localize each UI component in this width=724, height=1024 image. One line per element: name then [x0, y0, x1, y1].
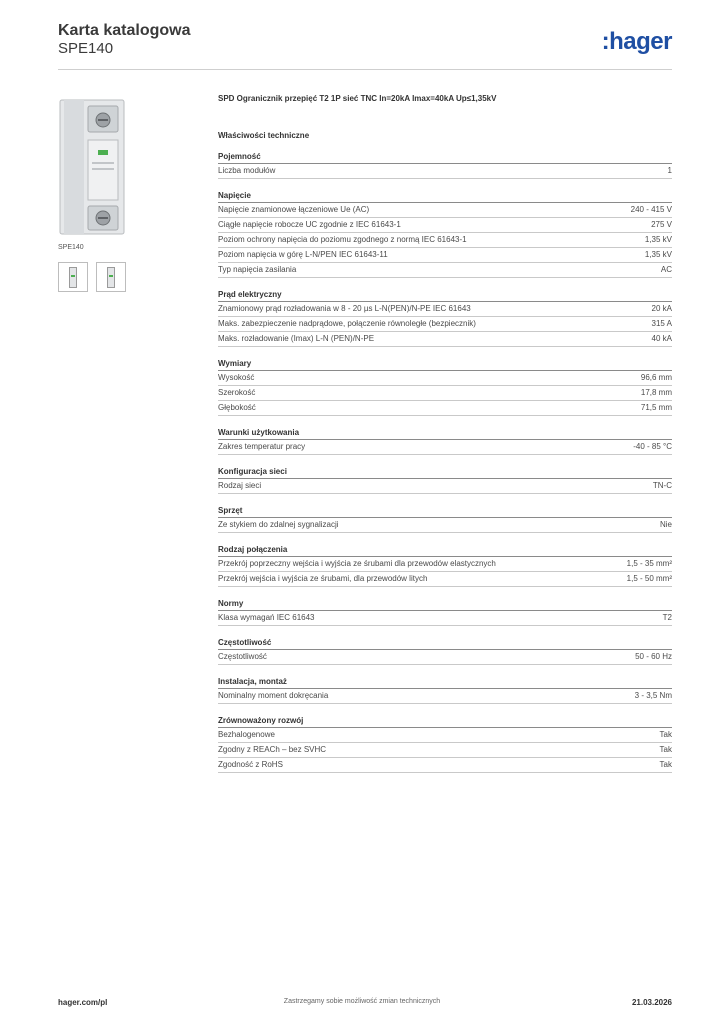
spec-group — [218, 598, 672, 626]
spec-value: AC — [660, 265, 672, 274]
spec-label: Zgodność z RoHS — [218, 760, 283, 769]
spec-row — [218, 611, 672, 626]
group-title: Prąd elektryczny — [218, 289, 672, 302]
group-title: Warunki użytkowania — [218, 427, 672, 440]
spec-label: Wysokość — [218, 373, 255, 382]
spec-group — [218, 676, 672, 704]
spec-label: Rodzaj sieci — [218, 481, 262, 490]
group-title: Napięcie — [218, 190, 672, 203]
spec-row — [218, 728, 672, 743]
spec-value: Tak — [659, 730, 672, 739]
spec-row — [218, 557, 672, 572]
spec-row — [218, 479, 672, 494]
spec-label: Ze stykiem do zdalnej sygnalizacji — [218, 520, 339, 529]
group-title: Zrównoważony rozwój — [218, 715, 672, 728]
spec-row — [218, 518, 672, 533]
spec-label: Bezhalogenowe — [218, 730, 275, 739]
group-title: Instalacja, montaż — [218, 676, 672, 689]
spec-value: 1,35 kV — [644, 250, 672, 259]
spec-value: 1 — [667, 166, 672, 175]
spec-label: Głębokość — [218, 403, 256, 412]
spec-value: 1,5 - 35 mm² — [626, 559, 672, 568]
spec-label: Nominalny moment dokręcania — [218, 691, 329, 700]
spec-row — [218, 164, 672, 179]
hager-logo: :hager — [601, 28, 672, 55]
spec-row — [218, 263, 672, 278]
spec-row — [218, 650, 672, 665]
spec-row — [218, 743, 672, 758]
spec-value: 50 - 60 Hz — [635, 652, 672, 661]
product-description: SPD Ogranicznik przepięć T2 1P sieć TNC In=20kA Imax=40kA Up≤1,35kV — [218, 94, 497, 103]
spec-group — [218, 637, 672, 665]
spec-label: Szerokość — [218, 388, 256, 397]
spec-group — [218, 427, 672, 455]
spec-row — [218, 317, 672, 332]
device-icon — [69, 267, 77, 288]
spec-value: -40 - 85 °C — [633, 442, 672, 451]
spec-label: Zgodny z REACh – bez SVHC — [218, 745, 327, 754]
spec-label: Poziom napięcia w górę L-N/PEN IEC 61643-11 — [218, 250, 388, 259]
product-image — [58, 96, 126, 238]
group-title: Normy — [218, 598, 672, 611]
spec-label: Przekrój poprzeczny wejścia i wyjścia ze śrubami dla przewodów elastycznych — [218, 559, 496, 568]
spec-value: 40 kA — [651, 334, 672, 343]
spec-value: 315 A — [651, 319, 672, 328]
spec-value: 275 V — [651, 220, 672, 229]
spec-label: Klasa wymagań IEC 61643 — [218, 613, 315, 622]
section-heading: Właściwości techniczne — [218, 131, 310, 140]
footer-website[interactable]: hager.com/pl — [58, 998, 108, 1007]
spec-label: Przekrój wejścia i wyjścia ze śrubami, dla przewodów litych — [218, 574, 428, 583]
spec-label: Napięcie znamionowe łączeniowe Ue (AC) — [218, 205, 370, 214]
spec-label: Typ napięcia zasilania — [218, 265, 297, 274]
spec-label: Znamionowy prąd rozładowania w 8 - 20 µs L-N(PEN)/N-PE IEC 61643 — [218, 304, 471, 313]
spec-value: 3 - 3,5 Nm — [634, 691, 672, 700]
spec-row — [218, 218, 672, 233]
spec-value: 17,8 mm — [640, 388, 672, 397]
spec-group — [218, 505, 672, 533]
spec-value: T2 — [662, 613, 672, 622]
spec-label: Zakres temperatur pracy — [218, 442, 306, 451]
spec-value: TN-C — [652, 481, 672, 490]
group-title: Rodzaj połączenia — [218, 544, 672, 557]
group-title: Pojemność — [218, 151, 672, 164]
spec-group — [218, 715, 672, 773]
spec-group — [218, 466, 672, 494]
spec-value: 240 - 415 V — [630, 205, 672, 214]
spec-row — [218, 440, 672, 455]
spec-content — [218, 93, 672, 784]
spec-row — [218, 332, 672, 347]
spec-groups — [218, 151, 672, 773]
footer-disclaimer: Zastrzegamy sobie możliwość zmian technicznych — [283, 998, 441, 1005]
spec-row — [218, 386, 672, 401]
group-title: Konfiguracja sieci — [218, 466, 672, 479]
product-subtitle: SPE140 — [58, 40, 114, 57]
spec-value: 1,35 kV — [644, 235, 672, 244]
group-title: Częstotliwość — [218, 637, 672, 650]
spec-row — [218, 233, 672, 248]
spec-row — [218, 758, 672, 773]
spec-group — [218, 544, 672, 587]
spec-label: Liczba modułów — [218, 166, 276, 175]
device-icon — [107, 267, 115, 288]
spec-value: 96,6 mm — [640, 373, 672, 382]
header-divider — [58, 69, 672, 70]
spec-value: Tak — [659, 760, 672, 769]
spec-value: 20 kA — [651, 304, 672, 313]
thumbnail-front[interactable] — [58, 262, 88, 292]
spec-group — [218, 358, 672, 416]
spec-label: Poziom ochrony napięcia do poziomu zgodnego z normą IEC 61643-1 — [218, 235, 467, 244]
product-code-label: SPE140 — [58, 244, 84, 251]
spec-row — [218, 572, 672, 587]
page-title: Karta katalogowa — [58, 22, 191, 39]
spec-row — [218, 689, 672, 704]
spec-row — [218, 203, 672, 218]
spec-value: Nie — [659, 520, 672, 529]
spec-value: 1,5 - 50 mm² — [626, 574, 672, 583]
spec-group — [218, 151, 672, 179]
thumbnail-side[interactable] — [96, 262, 126, 292]
spec-row — [218, 248, 672, 263]
spec-value: 71,5 mm — [640, 403, 672, 412]
spec-group — [218, 190, 672, 278]
group-title: Sprzęt — [218, 505, 672, 518]
spec-label: Częstotliwość — [218, 652, 267, 661]
spec-row — [218, 302, 672, 317]
spec-row — [218, 401, 672, 416]
spec-label: Ciągłe napięcie robocze UC zgodnie z IEC 61643-1 — [218, 220, 401, 229]
spec-label: Maks. zabezpieczenie nadprądowe, połączenie równoległe (bezpiecznik) — [218, 319, 476, 328]
footer-date: 21.03.2026 — [631, 998, 672, 1007]
spec-row — [218, 371, 672, 386]
spec-group — [218, 289, 672, 347]
group-title: Wymiary — [218, 358, 672, 371]
spec-value: Tak — [659, 745, 672, 754]
spec-label: Maks. rozładowanie (Imax) L-N (PEN)/N-PE — [218, 334, 375, 343]
